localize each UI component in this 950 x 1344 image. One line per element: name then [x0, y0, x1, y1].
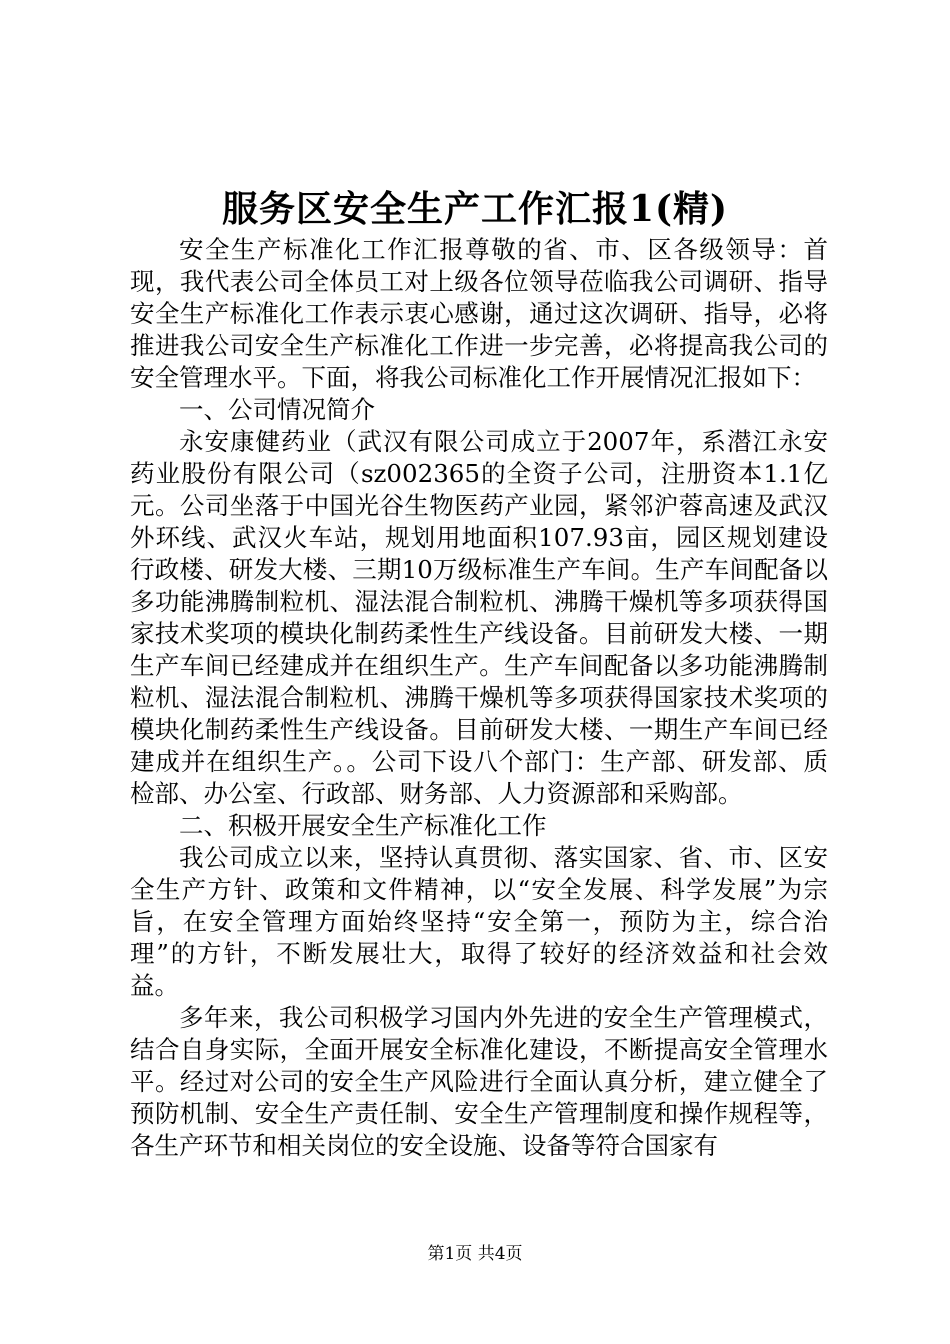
paragraph-policy: 我公司成立以来，坚持认真贯彻、落实国家、省、市、区安全生产方针、政策和文件精神，以“安全发展、科学发展”为宗旨，在安全管理方面始终坚持“安全第一，预防为主，综合治理”的方针，不断发展壮大，取得了较好的经济效益和社会效益。: [130, 843, 828, 1000]
document-title: 服务区安全生产工作汇报1(精): [221, 188, 729, 230]
section-heading-company-profile: 一、公司情况简介: [179, 395, 375, 424]
paragraph-company-profile: 永安康健药业（武汉有限公司成立于2007年，系潜江永安药业股份有限公司（sz002365的全资子公司，注册资本1.1亿元。公司坐落于中国光谷生物医药产业园，紧邻沪蓉高速及武汉外环线、武汉火车站，规划用地面积107.93亩，园区规划建设行政楼、研发大楼、三期10万级标准生产车间。生产车间配备以多功能沸腾制粒机、湿法混合制粒机、沸腾干燥机等多项获得国家技术奖项的模块化制药柔性生产线设备。目前研发大楼、一期生产车间已经建成并在组织生产。生产车间配备以多功能沸腾制粒机、湿法混合制粒机、沸腾干燥机等多项获得国家技术奖项的模块化制药柔性生产线设备。目前研发大楼、一期生产车间已经建成并在组织生产。。公司下设八个部门：生产部、研发部、质检部、办公室、行政部、财务部、人力资源部和采购部。: [130, 427, 828, 808]
section-heading-standardization: 二、积极开展安全生产标准化工作: [179, 811, 547, 840]
paragraph-intro: 安全生产标准化工作汇报尊敬的省、市、区各级领导：首现，我代表公司全体员工对上级各位领导莅临我公司调研、指导安全生产标准化工作表示衷心感谢，通过这次调研、指导，必将推进我公司安全生产标准化工作进一步完善，必将提高我公司的安全管理水平。下面，将我公司标准化工作开展情况汇报如下：: [130, 235, 828, 392]
paragraph-management: 多年来，我公司积极学习国内外先进的安全生产管理模式，结合自身实际，全面开展安全标准化建设，不断提高安全管理水平。经过对公司的安全生产风险进行全面认真分析，建立健全了预防机制、安全生产责任制、安全生产管理制度和操作规程等，各生产环节和相关岗位的安全设施、设备等符合国家有: [130, 1003, 828, 1160]
document-body: [130, 234, 828, 1162]
page-footer: 第1页 共4页: [427, 1244, 523, 1264]
